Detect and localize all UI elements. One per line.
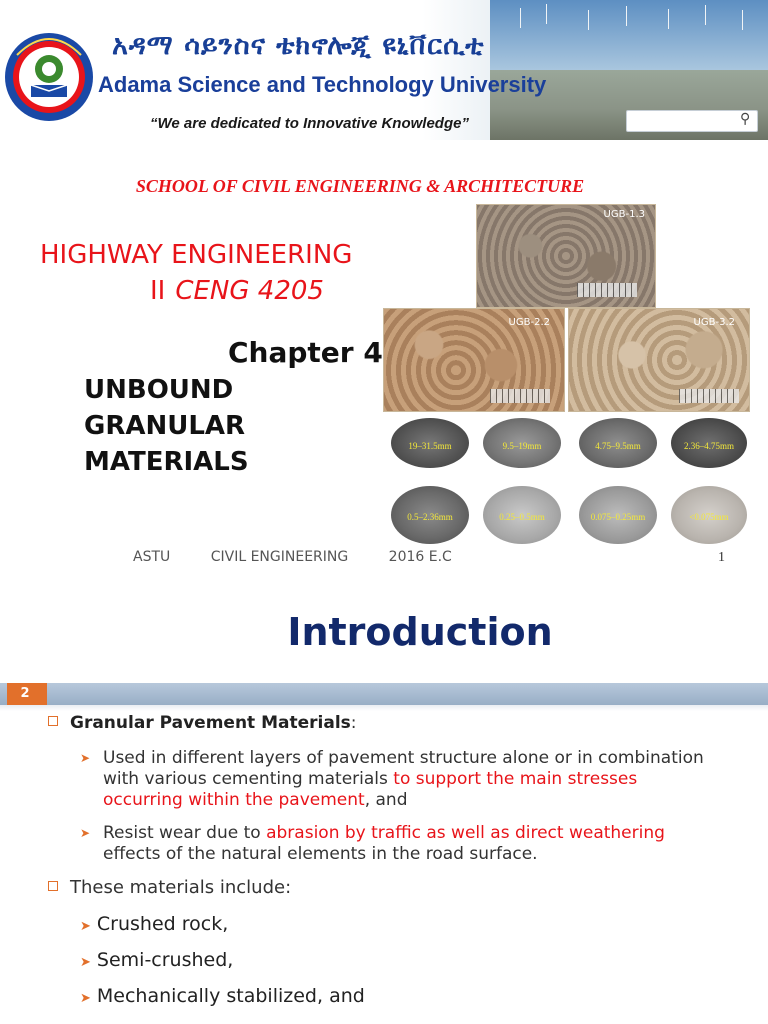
text-part: effects of the natural elements in the road surface. [103, 844, 538, 864]
sample-photo [568, 308, 750, 412]
sample-photo [383, 308, 565, 412]
pile-label: 0.25–0.5mm [499, 512, 545, 523]
wind-turbine [705, 5, 706, 25]
arrow-bullet-icon: ➤ [80, 991, 91, 1006]
wind-turbine [520, 8, 521, 28]
course-title-line2 [150, 276, 324, 306]
pile-label: 9.5–19mm [502, 440, 542, 451]
banner-search-box[interactable] [626, 110, 758, 132]
pile-label: 4.75–9.5mm [595, 440, 641, 451]
aggregate-pile [391, 486, 469, 544]
aggregate-pile [579, 486, 657, 544]
pile-label: 0.5–2.36mm [407, 512, 453, 523]
course-numeral: II [150, 276, 166, 306]
highlight-text: abrasion by traffic as well as direct weathering [266, 823, 665, 843]
list-item [80, 949, 233, 971]
arrow-bullet-icon: ➤ [80, 751, 91, 765]
aggregate-pile [671, 486, 747, 544]
sample-label: UGB-2.2 [508, 317, 550, 328]
wind-turbine [626, 6, 627, 26]
chapter-heading: Chapter 4 [228, 336, 383, 369]
aggregate-pile [483, 486, 561, 544]
list-item [80, 913, 228, 935]
square-bullet-icon [48, 716, 58, 726]
aggregate-pile [671, 418, 747, 468]
course-title: HIGHWAY ENGINEERING [40, 240, 353, 270]
aggregate-pile [579, 418, 657, 468]
square-bullet-icon [48, 881, 58, 891]
bullet-text: These materials include: [70, 877, 292, 898]
arrow-bullet-icon: ➤ [80, 955, 91, 970]
ruler [679, 389, 739, 403]
sample-photo [476, 204, 656, 308]
sub-bullet-support [80, 748, 720, 811]
slide-number: 2 [20, 686, 30, 701]
aggregate-pile [483, 418, 561, 468]
aggregate-photo-collage [383, 204, 750, 552]
slide-header-bar [0, 683, 768, 705]
sample-label: UGB-1.3 [603, 209, 645, 220]
search-icon[interactable]: ⚲ [740, 111, 751, 127]
footer-institution: ASTU [133, 549, 171, 565]
university-name-english: Adama Science and Technology University [98, 72, 547, 97]
sub-bullet-text [103, 748, 720, 811]
bullet-heading: Granular Pavement Materials [70, 713, 351, 733]
list-item-text: Mechanically stabilized, and [96, 985, 365, 1007]
school-name: SCHOOL OF CIVIL ENGINEERING & ARCHITECTURE [135, 176, 585, 196]
pile-label: <0.075mm [689, 512, 729, 523]
bullet-colon: : [350, 713, 357, 733]
page-number: 1 [718, 550, 725, 565]
header-bar-shadow [0, 705, 768, 711]
text-part: , and [364, 790, 408, 810]
list-item [80, 985, 365, 1007]
topic-line: GRANULAR [84, 411, 246, 441]
topic-line: UNBOUND [84, 375, 234, 405]
arrow-bullet-icon: ➤ [80, 919, 91, 934]
text-part: Resist wear due to [103, 823, 267, 843]
list-item-text: Crushed rock, [96, 913, 229, 935]
chapter-topic [84, 372, 249, 480]
pile-label: 19–31.5mm [408, 440, 452, 451]
university-motto: “We are dedicated to Innovative Knowledge” [150, 115, 469, 132]
pile-label: 2.36–4.75mm [683, 440, 734, 451]
ruler [490, 389, 550, 403]
wind-turbine [588, 10, 589, 30]
footer-year: 2016 E.C [388, 549, 452, 565]
highlight-text: to support the main stresses occurring within the pavement [103, 769, 638, 810]
university-logo [3, 25, 95, 135]
text-part: Used in different layers of pavement structure alone or in combination with various cementing materials [103, 748, 704, 789]
university-name-amharic: አዳማ ሳይንስና ቴክኖሎጂ ዩኒቨርሲቲ [112, 30, 485, 61]
footer-department: CIVIL ENGINEERING [210, 549, 349, 565]
sample-label: UGB-3.2 [693, 317, 735, 328]
bullet-granular-materials [48, 713, 357, 733]
list-item-text: Semi-crushed, [96, 949, 234, 971]
bullet-materials-include [48, 877, 291, 898]
topic-line: MATERIALS [84, 447, 249, 477]
wind-turbine [668, 9, 669, 29]
ruler [577, 283, 637, 297]
sub-bullet-text [103, 823, 720, 865]
wind-turbine [742, 10, 743, 30]
banner-sky-photo [490, 0, 768, 70]
slide-footer [133, 549, 488, 565]
pile-label: 0.075–0.25mm [590, 512, 646, 523]
sub-bullet-wear [80, 823, 720, 865]
arrow-bullet-icon: ➤ [80, 826, 91, 840]
course-code: CENG 4205 [175, 276, 324, 306]
slide-title: Introduction [287, 610, 553, 654]
wind-turbine [546, 4, 547, 24]
aggregate-pile [391, 418, 469, 468]
